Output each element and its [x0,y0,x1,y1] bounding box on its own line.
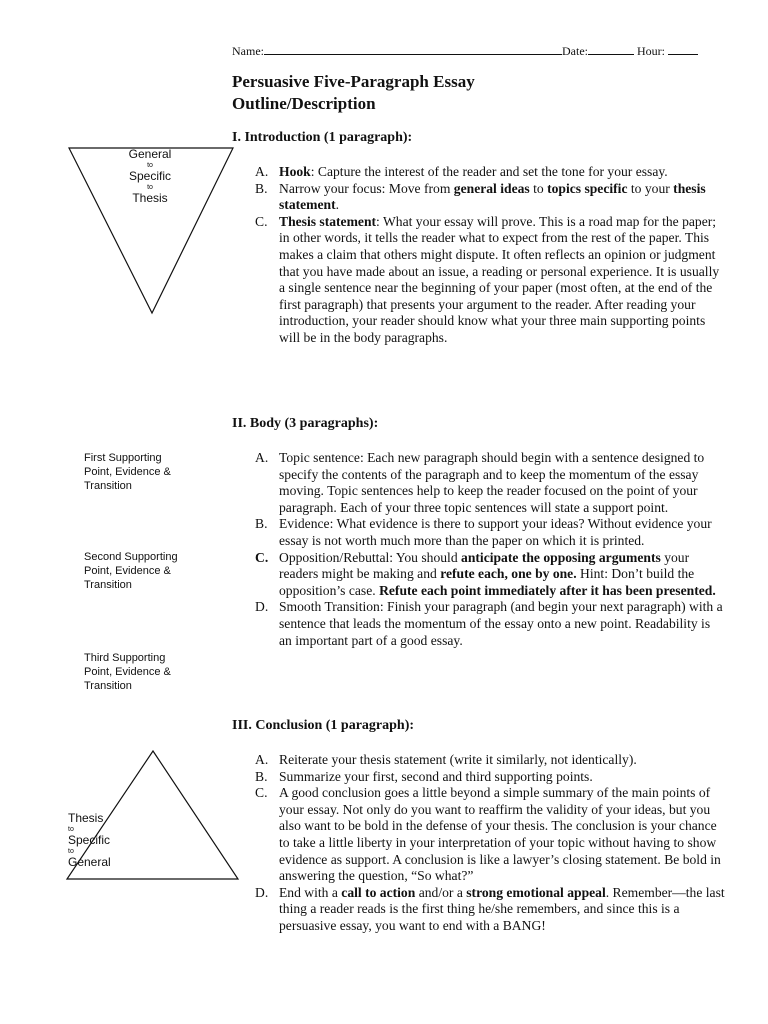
funnel-up-to-1: to [68,826,74,833]
date-label: Date: [562,44,588,58]
end-text-2: and/or a [415,884,467,900]
first-support-line-1: First Supporting [84,452,162,464]
rebuttal-text-3: Hint: Don’t build the opposition’s case. [279,566,695,598]
date-blank [588,42,634,55]
end-text-3: . Remember—the last thing a reader reads is the first thing he/she remembers, and since this is a persuasive essay, you want to end with a BANG! [279,884,725,933]
rebuttal-bold-3: Refute each point immediately after it has been presented. [379,582,716,598]
intro-b-marker: B. [255,180,268,196]
end-text-1: End with a [279,884,342,900]
second-support-line-1: Second Supporting [84,551,178,563]
intro-item-c [255,214,725,347]
rebuttal-bold-2: refute each, one by one. [440,566,577,582]
third-support-label [84,651,171,693]
hour-blank [668,42,698,55]
body-b-marker: B. [255,516,268,532]
funnel-down-labels [100,148,200,205]
third-support-line-3: Transition [84,680,132,692]
hook-text: : Capture the interest of the reader and set the tone for your essay. [310,164,668,179]
end-bold-1: call to action [341,884,416,900]
intro-c-marker: C. [255,213,268,229]
thesis-term: Thesis statement [279,213,377,229]
focus-bold-3: thesis statement [279,180,706,213]
intro-list [255,164,725,347]
body-d-marker: D. [255,599,269,615]
conclusion-list [255,752,725,935]
intro-item-b [255,181,725,214]
topic-sentence-text: Topic sentence: Each new paragraph should begin with a sentence designed to specify the contents of the paragraph and to keep the momentum of the essay moving. Topic sentences help to keep the reader focused on the point of your paragraph. Each of your three topic sentences will state a support point. [279,450,705,515]
focus-bold-2: topics specific [547,180,628,196]
funnel-up-general: General [68,855,111,869]
focus-text-2: to [529,180,548,196]
first-support-label [84,451,171,493]
funnel-up-specific: Specific [68,833,111,847]
body-item-c [255,550,725,600]
second-support-line-3: Transition [84,579,132,591]
name-label: Name: [232,44,264,58]
focus-text-4: . [335,197,340,213]
page-subtitle: Outline/Description [232,94,376,113]
rebuttal-bold-1: anticipate the opposing arguments [461,549,661,565]
third-support-line-2: Point, Evidence & [84,666,171,678]
intro-item-a [255,164,725,181]
funnel-up-thesis: Thesis [68,811,104,825]
good-conclusion-text: A good conclusion goes a little beyond a simple summary of the main points of your essay. Not only do you want to reaffirm the validity of your ideas, but you also want to be bold in the defense of your thesis. The conclusion is your chance to take a little liberty in your interpretation of your topic without having to show evidence as support. A conclusion is like a lawyer’s closing statement. Be bold in answering the question, “So what?” [279,785,721,884]
body-list [255,450,725,649]
reiterate-text: Reiterate your thesis statement (write it similarly, not identically). [279,752,637,767]
summarize-text: Summarize your first, second and third supporting points. [279,768,593,784]
funnel-general: General [128,147,172,161]
conclusion-item-b [255,769,725,786]
conclusion-item-c [255,785,725,885]
intro-heading: I. Introduction (1 paragraph): [232,130,413,145]
body-item-d [255,599,725,649]
header-fields [232,42,698,59]
evidence-text: Evidence: What evidence is there to support your ideas? Without evidence your essay is not worth much more than the paper on which it is printed. [279,516,712,548]
focus-text-3: to your [627,180,674,196]
conclusion-item-a [255,752,725,769]
conclusion-b-marker: B. [255,768,268,784]
thesis-text: : What your essay will prove. This is a road map for the paper; in other words, it tells the reader what to expect from the rest of the paper. This makes a claim that others might dispute. It often reflects an opinion or judgment that you have made about an issue, a reading or personal experience. It is usually a single sentence near the beginning of your paper (most often, at the end of the first paragraph) that presents your argument to the reader. After reading your introduction, your reader should know what your three main supporting points will be in the body paragraphs. [279,213,720,345]
conclusion-item-d [255,885,725,935]
hook-term: Hook [279,164,311,179]
conclusion-a-marker: A. [255,752,269,767]
funnel-up-to-2: to [68,848,74,855]
body-item-b [255,516,725,549]
funnel-specific: Specific [128,169,172,183]
body-c-marker: C. [255,549,269,565]
funnel-to-2: to [147,184,153,191]
second-support-label [84,550,178,592]
hour-label: Hour: [637,44,665,58]
rebuttal-text-1: Opposition/Rebuttal: You should [279,549,462,565]
conclusion-c-marker: C. [255,785,268,801]
first-support-line-2: Point, Evidence & [84,466,171,478]
end-bold-2: strong emotional appeal [466,884,606,900]
body-item-a [255,450,725,516]
focus-bold-1: general ideas [453,180,530,196]
transition-text: Smooth Transition: Finish your paragraph (and begin your next paragraph) with a sentence that leads the momentum of the essay onto a new point. Readability is an important part of a good essay. [279,599,723,648]
intro-a-marker: A. [255,164,269,179]
body-a-marker: A. [255,450,269,465]
name-blank [264,42,562,55]
funnel-thesis: Thesis [132,191,168,205]
funnel-to-1: to [147,162,153,169]
body-heading: II. Body (3 paragraphs): [232,416,379,431]
funnel-up-labels [68,812,111,869]
third-support-line-1: Third Supporting [84,652,166,664]
second-support-line-2: Point, Evidence & [84,565,171,577]
conclusion-d-marker: D. [255,884,269,900]
focus-text-1: Narrow your focus: Move from [279,180,454,196]
page-title: Persuasive Five-Paragraph Essay [232,72,475,91]
conclusion-heading: III. Conclusion (1 paragraph): [232,718,415,733]
first-support-line-3: Transition [84,480,132,492]
rebuttal-text-2: your readers might be making and [279,549,690,582]
